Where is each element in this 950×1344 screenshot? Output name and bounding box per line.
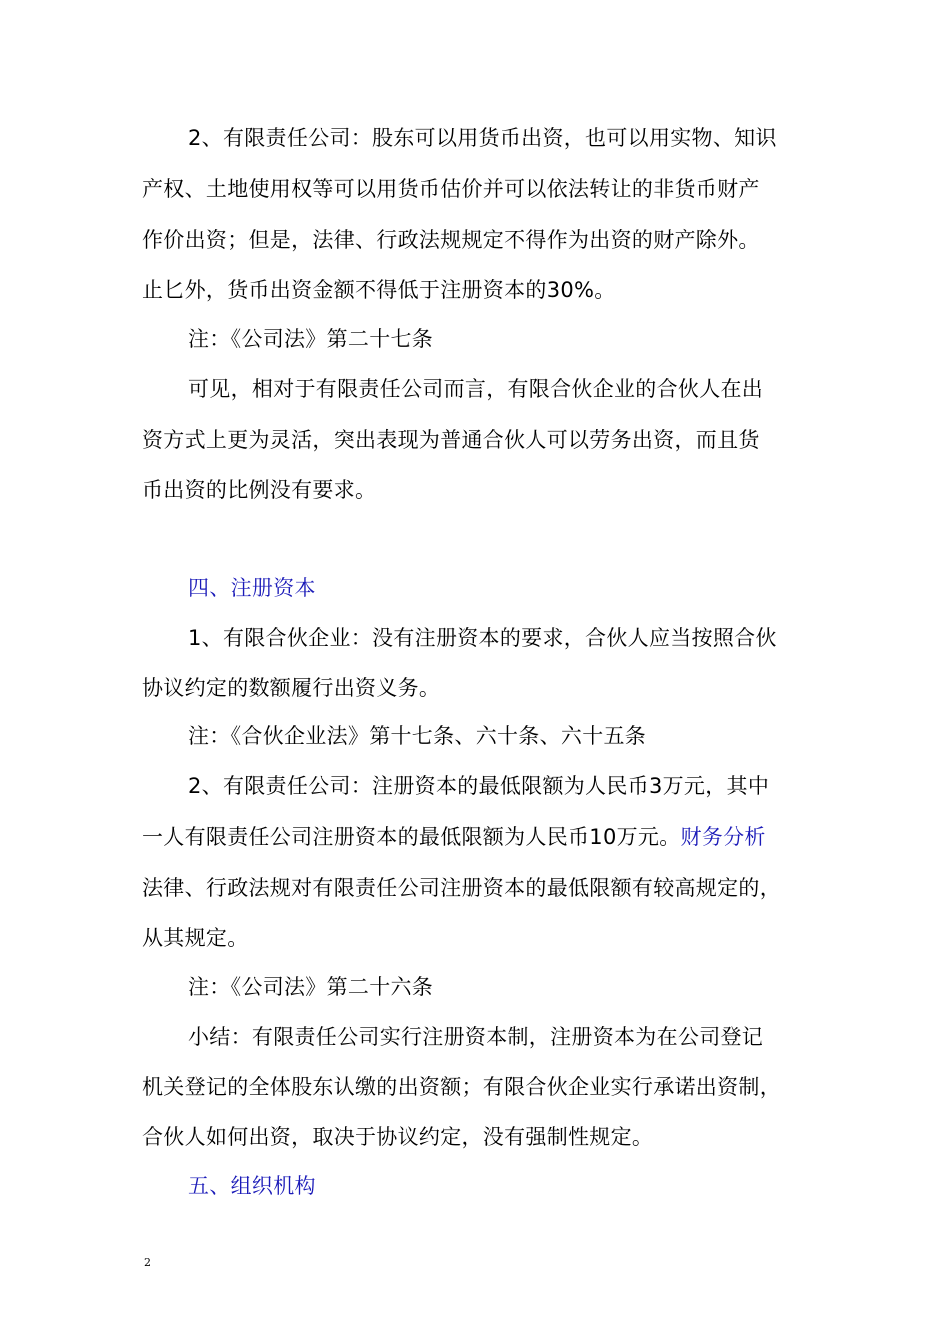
paragraph-line: 协议约定的数额履行出资义务。 (142, 676, 441, 700)
paragraph-line: 产权、土地使用权等可以用货币估价并可以依法转让的非货币财产 (142, 177, 760, 201)
summary-line: 机关登记的全体股东认缴的出资额；有限合伙企业实行承诺出资制， (142, 1075, 781, 1099)
paragraph-line: 法律、行政法规对有限责任公司注册资本的最低限额有较高规定的， (142, 876, 781, 900)
paragraph-line: 资方式上更为灵活，突出表现为普通合伙人可以劳务出资，而且货 (142, 428, 760, 452)
paragraph-line: 作价出资；但是，法律、行政法规规定不得作为出资的财产除外。 (142, 228, 760, 252)
legal-note: 注：《公司法》第二十七条 (188, 327, 434, 351)
legal-note: 注：《公司法》第二十六条 (188, 975, 434, 999)
section-heading: 四、注册资本 (188, 576, 316, 600)
section-heading: 五、组织机构 (188, 1174, 316, 1198)
legal-note: 注：《合伙企业法》第十七条、六十条、六十五条 (188, 724, 647, 748)
paragraph-text: 一人有限责任公司注册资本的最低限额为人民币10万元。 (142, 825, 681, 849)
paragraph-line: 从其规定。 (142, 926, 249, 950)
summary-line: 合伙人如何出资，取决于协议约定，没有强制性规定。 (142, 1125, 654, 1149)
paragraph-line: 2、有限责任公司：注册资本的最低限额为人民币3万元，其中 (188, 774, 770, 798)
paragraph-line: 可见，相对于有限责任公司而言，有限合伙企业的合伙人在出 (188, 377, 764, 401)
summary-line: 小结：有限责任公司实行注册资本制，注册资本为在公司登记 (188, 1025, 764, 1049)
paragraph-line: 2、有限责任公司：股东可以用货币出资，也可以用实物、知识 (188, 126, 777, 150)
paragraph-line: 币出资的比例没有要求。 (142, 478, 377, 502)
page-number: 2 (144, 1256, 151, 1269)
paragraph-line: 1、有限合伙企业：没有注册资本的要求，合伙人应当按照合伙 (188, 626, 777, 650)
paragraph-line (142, 824, 766, 850)
paragraph-line: 止匕外，货币出资金额不得低于注册资本的30%。 (142, 278, 616, 302)
finance-analysis-link[interactable]: 财务分析 (680, 825, 766, 849)
